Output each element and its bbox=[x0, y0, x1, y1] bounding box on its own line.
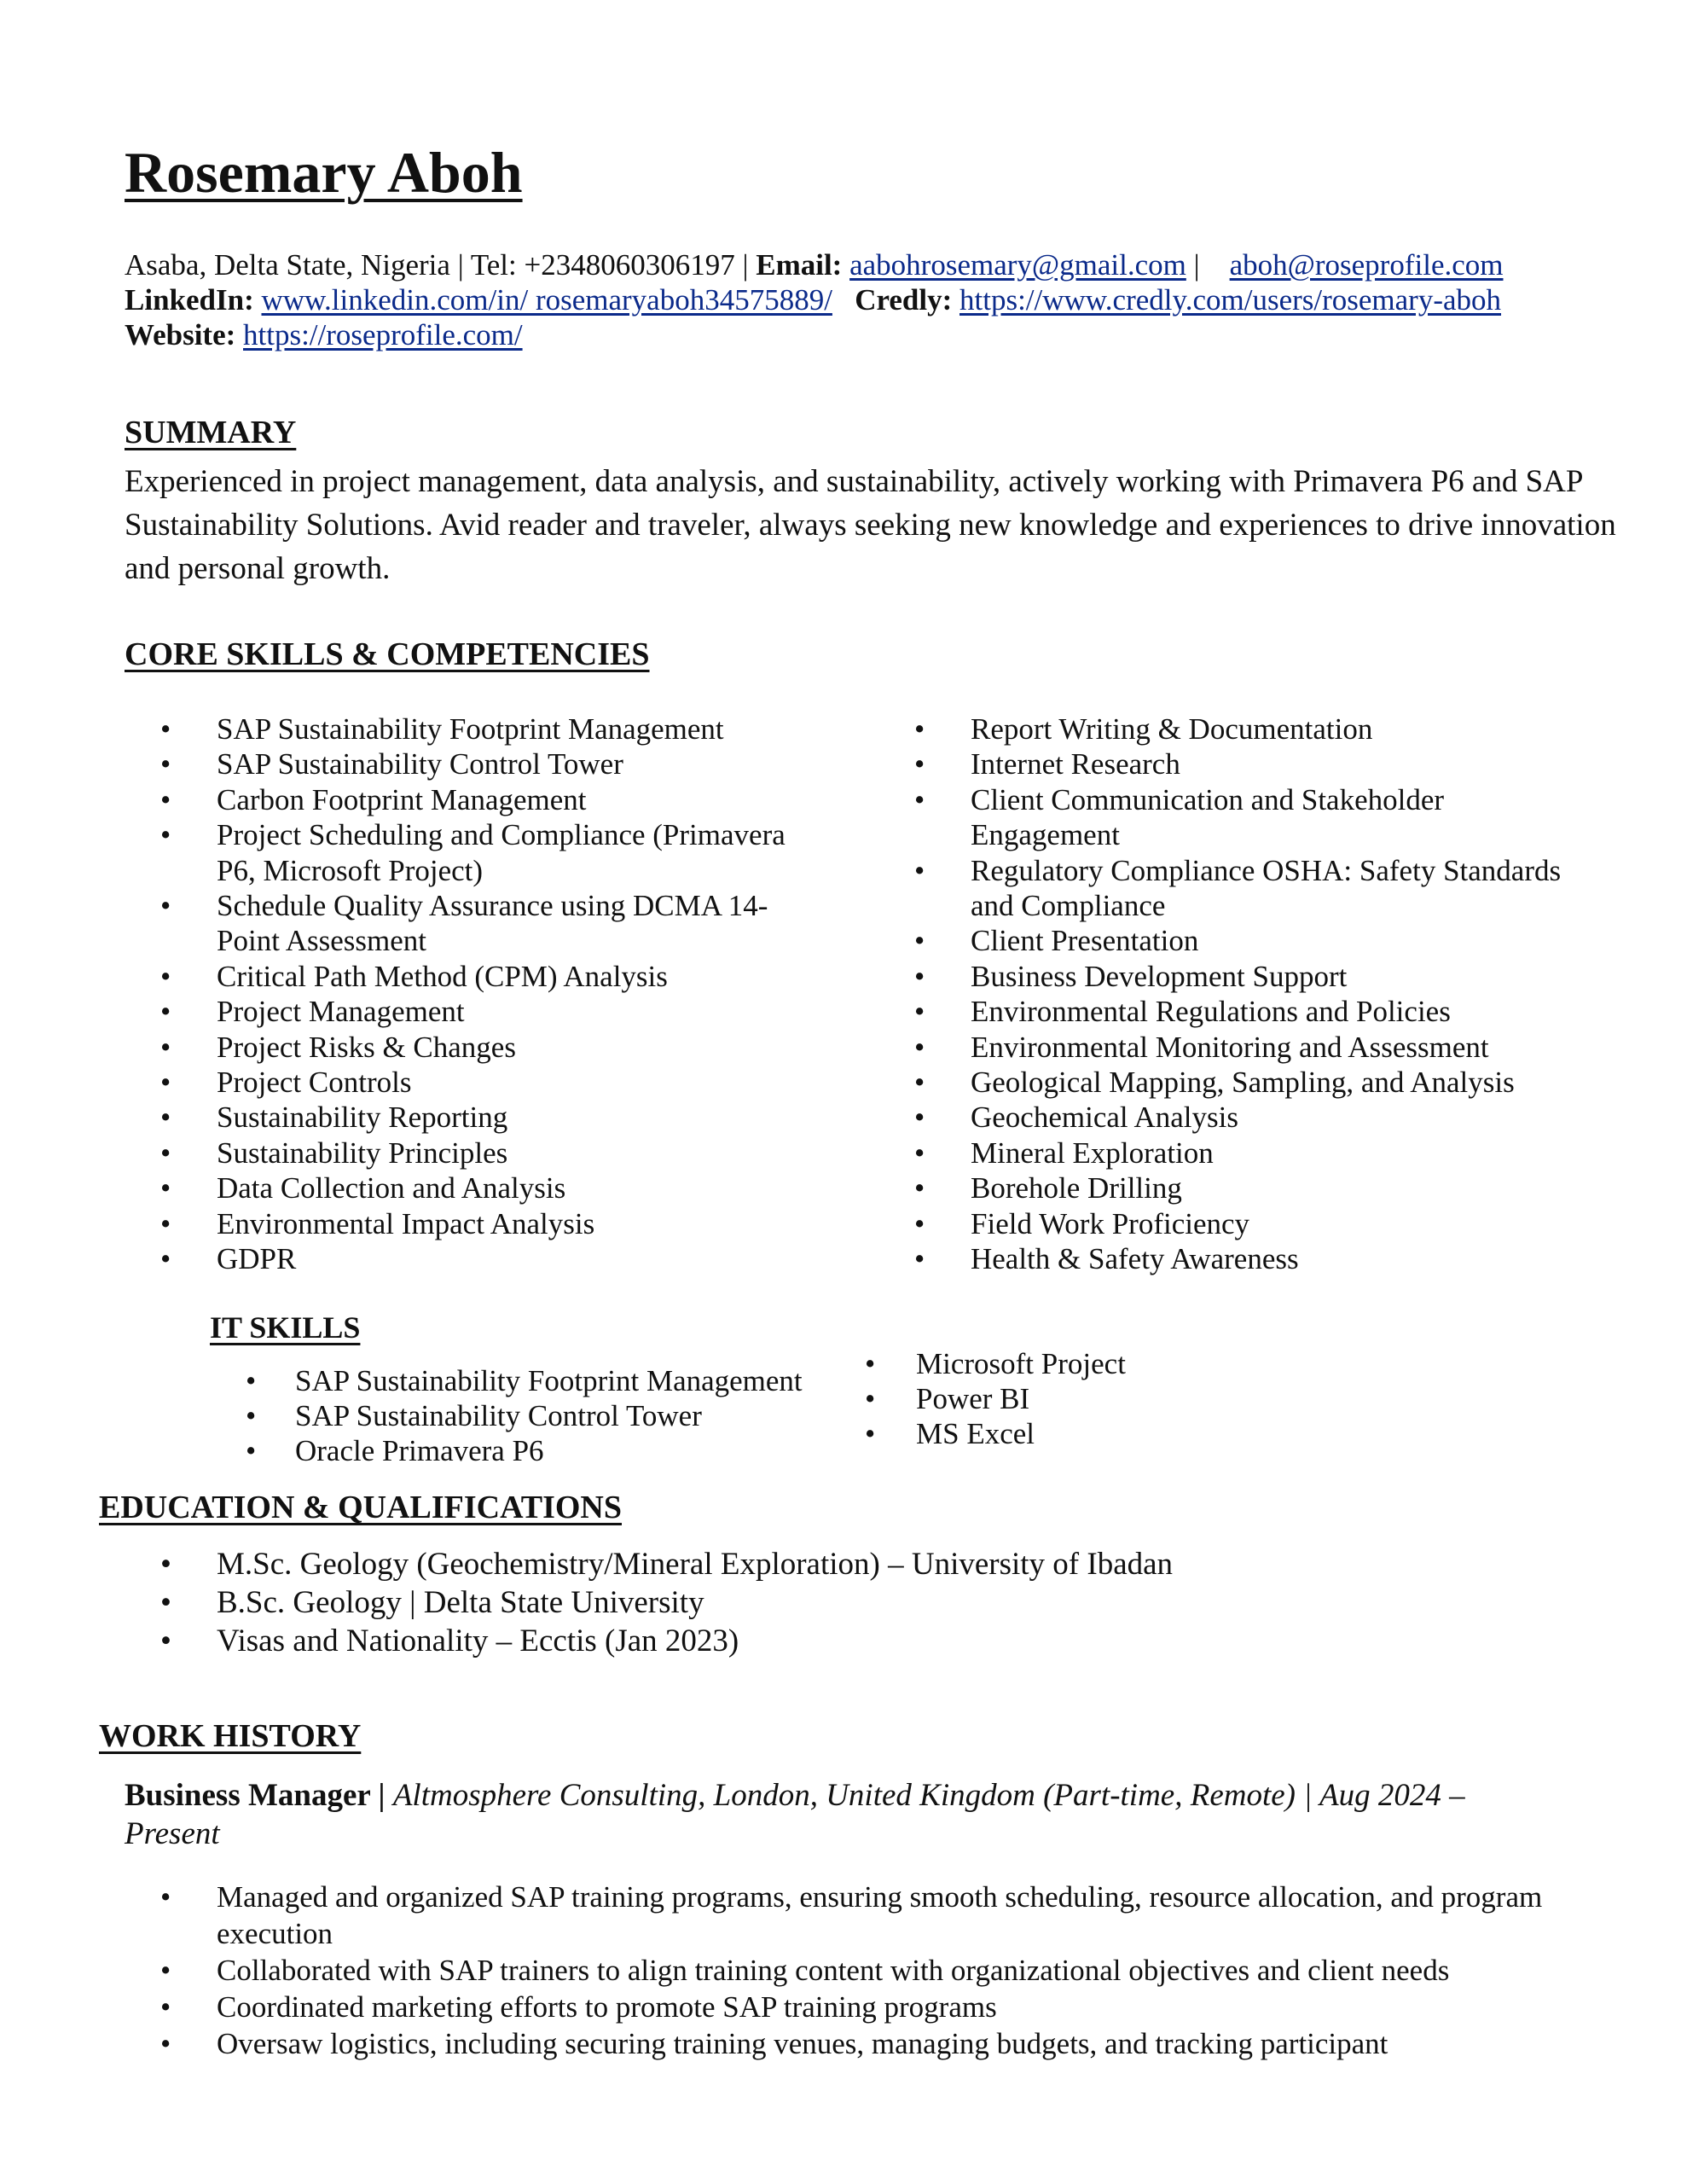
list-item: • Oversaw logistics, including securing training venues, managing budgets, and tracking participant bbox=[125, 2025, 1634, 2062]
list-item: • Visas and Nationality – Ecctis (Jan 2023) bbox=[125, 1622, 1173, 1660]
list-item: • Sustainability Reporting bbox=[125, 1100, 786, 1135]
list-item: • Project Management bbox=[125, 994, 786, 1029]
list-item: • Borehole Drilling bbox=[878, 1170, 1561, 1205]
contact-line-2 bbox=[125, 282, 1501, 317]
list-item: • Health & Safety Awareness bbox=[878, 1241, 1561, 1276]
skills-right-list bbox=[878, 712, 1561, 1277]
credly-link[interactable]: https://www.credly.com/users/rosemary-aboh bbox=[959, 283, 1502, 317]
list-item: • Client Presentation bbox=[878, 923, 1561, 958]
list-item: • M.Sc. Geology (Geochemistry/Mineral Exploration) – University of Ibadan bbox=[125, 1545, 1173, 1583]
list-item: • Environmental Monitoring and Assessment bbox=[878, 1030, 1561, 1065]
list-item: • Client Communication and Stakeholder bbox=[878, 782, 1561, 817]
it-skills-heading: IT SKILLS bbox=[210, 1310, 361, 1345]
list-item: • B.Sc. Geology | Delta State University bbox=[125, 1583, 1173, 1622]
education-list bbox=[125, 1545, 1173, 1660]
list-item: • Sustainability Principles bbox=[125, 1136, 786, 1170]
email-link-secondary[interactable]: aboh@roseprofile.com bbox=[1229, 248, 1504, 282]
list-item: • Field Work Proficiency bbox=[878, 1206, 1561, 1241]
it-skills-left-list bbox=[210, 1363, 803, 1468]
list-item: • MS Excel bbox=[853, 1416, 1126, 1451]
job-detail: Altmosphere Consulting, London, United Kingdom (Part-time, Remote) | Aug 2024 – Present bbox=[125, 1778, 1465, 1851]
list-item: • SAP Sustainability Control Tower bbox=[125, 746, 786, 781]
list-item-continuation: P6, Microsoft Project) bbox=[217, 853, 484, 887]
contact-line-1 bbox=[125, 247, 1504, 282]
location-tel: Asaba, Delta State, Nigeria | Tel: +2348060306197 | bbox=[125, 248, 757, 282]
list-item: • Project Controls bbox=[125, 1065, 786, 1100]
list-item: • SAP Sustainability Control Tower bbox=[210, 1398, 803, 1433]
skills-left-list bbox=[125, 712, 786, 1277]
work-bullets bbox=[125, 1879, 1634, 2062]
email-label: Email: bbox=[756, 248, 843, 282]
work-heading: WORK HISTORY bbox=[99, 1718, 362, 1754]
education-heading: EDUCATION & QUALIFICATIONS bbox=[99, 1490, 622, 1525]
separator: | bbox=[1186, 248, 1200, 282]
it-skills-right-list bbox=[853, 1346, 1126, 1451]
list-item-continuation: Engagement bbox=[971, 818, 1120, 852]
linkedin-link[interactable]: www.linkedin.com/in/ rosemaryaboh34575889/ bbox=[261, 283, 832, 317]
website-link[interactable]: https://roseprofile.com/ bbox=[243, 318, 523, 351]
list-item: • Collaborated with SAP trainers to align training content with organizational objectives and client needs bbox=[125, 1952, 1634, 1989]
list-item: • Environmental Impact Analysis bbox=[125, 1206, 786, 1241]
summary-heading: SUMMARY bbox=[125, 415, 297, 450]
list-item: • Coordinated marketing efforts to promote SAP training programs bbox=[125, 1989, 1634, 2025]
list-item: • Critical Path Method (CPM) Analysis bbox=[125, 959, 786, 994]
list-item: • SAP Sustainability Footprint Management bbox=[125, 712, 786, 746]
linkedin-label: LinkedIn: bbox=[125, 283, 254, 317]
list-item: • Project Risks & Changes bbox=[125, 1030, 786, 1065]
list-item-continuation: and Compliance bbox=[971, 889, 1166, 923]
list-item: • Mineral Exploration bbox=[878, 1136, 1561, 1170]
candidate-name: Rosemary Aboh bbox=[125, 140, 523, 205]
list-item: • Managed and organized SAP training programs, ensuring smooth scheduling, resource allocation, and program execution bbox=[125, 1879, 1634, 1952]
list-item: • Geochemical Analysis bbox=[878, 1100, 1561, 1135]
list-item: • Environmental Regulations and Policies bbox=[878, 994, 1561, 1029]
list-item: • Internet Research bbox=[878, 746, 1561, 781]
skills-heading: CORE SKILLS & COMPETENCIES bbox=[125, 636, 650, 672]
job-title: Business Manager | bbox=[125, 1778, 393, 1813]
website-label: Website: bbox=[125, 318, 236, 351]
list-item: • Project Scheduling and Compliance (Primavera bbox=[125, 817, 786, 852]
list-item: • SAP Sustainability Footprint Management bbox=[210, 1363, 803, 1398]
list-item: • Oracle Primavera P6 bbox=[210, 1433, 803, 1468]
summary-text: Experienced in project management, data analysis, and sustainability, actively working with Primavera P6 and SAP Sustainability Solutions. Avid reader and traveler, always seeking new knowledge and experiences to drive innovation and personal growth. bbox=[125, 464, 1616, 586]
list-item: • Power BI bbox=[853, 1381, 1126, 1416]
contact-line-3 bbox=[125, 317, 523, 352]
list-item: • GDPR bbox=[125, 1241, 786, 1276]
email-link-primary[interactable]: aabohrosemary@gmail.com bbox=[849, 248, 1186, 282]
list-item: • Business Development Support bbox=[878, 959, 1561, 994]
list-item: • Geological Mapping, Sampling, and Analysis bbox=[878, 1065, 1561, 1100]
credly-label: Credly: bbox=[855, 283, 953, 317]
list-item: • Carbon Footprint Management bbox=[125, 782, 786, 817]
job-title-line bbox=[125, 1776, 1540, 1853]
list-item: • Data Collection and Analysis bbox=[125, 1170, 786, 1205]
list-item-continuation: Point Assessment bbox=[217, 924, 427, 958]
list-item: • Schedule Quality Assurance using DCMA 14- bbox=[125, 888, 786, 923]
list-item: • Report Writing & Documentation bbox=[878, 712, 1561, 746]
list-item: • Regulatory Compliance OSHA: Safety Standards bbox=[878, 853, 1561, 888]
list-item: • Microsoft Project bbox=[853, 1346, 1126, 1381]
